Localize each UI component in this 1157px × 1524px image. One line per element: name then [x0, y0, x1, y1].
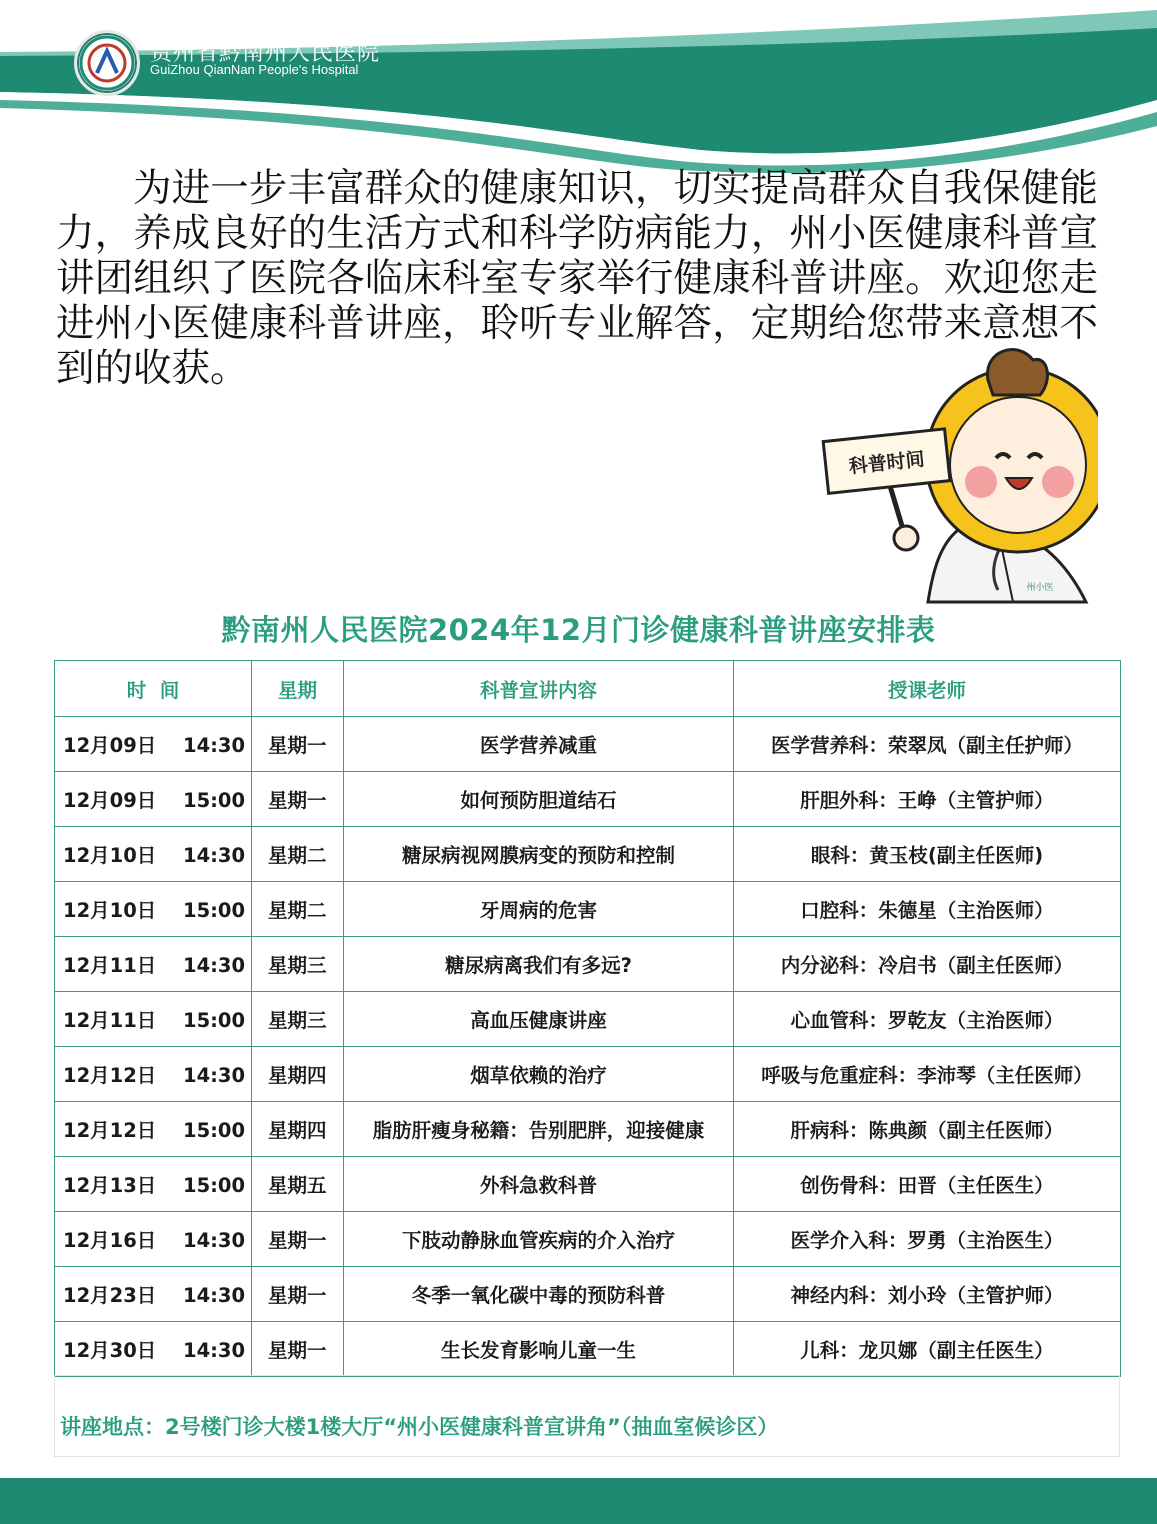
cell-date: 12月09日 [63, 789, 157, 812]
cell-datetime [55, 827, 252, 882]
cell-topic: 烟草依赖的治疗 [344, 1047, 734, 1102]
cell-weekday: 星期二 [252, 827, 344, 882]
cell-teacher: 神经内科：刘小玲（主管护师） [734, 1267, 1121, 1322]
cell-teacher: 医学营养科：荣翠凤（副主任护师） [734, 717, 1121, 772]
cell-time: 14:30 [183, 1339, 246, 1362]
cell-topic: 牙周病的危害 [344, 882, 734, 937]
hospital-name: 贵州省黔南州人民医院 [150, 41, 381, 66]
cell-date: 12月10日 [63, 844, 157, 867]
cell-topic: 糖尿病离我们有多远? [344, 937, 734, 992]
cell-date: 12月12日 [63, 1119, 157, 1142]
cell-topic: 生长发育影响儿童一生 [344, 1322, 734, 1377]
cell-teacher: 肝病科：陈典颜（副主任医师） [734, 1102, 1121, 1157]
cell-time: 14:30 [183, 954, 246, 977]
cell-datetime [55, 1102, 252, 1157]
cell-datetime [55, 1267, 252, 1322]
table-row [55, 937, 1121, 992]
cell-teacher: 肝胆外科：王峥（主管护师） [734, 772, 1121, 827]
header-time: 时 间 [55, 661, 252, 717]
cell-weekday: 星期三 [252, 937, 344, 992]
cell-datetime [55, 1212, 252, 1267]
hospital-logo [74, 30, 140, 96]
table-row [55, 717, 1121, 772]
table-row [55, 1322, 1121, 1377]
mascot-illustration [818, 340, 1098, 605]
cell-date: 12月10日 [63, 899, 157, 922]
cell-datetime [55, 772, 252, 827]
cell-teacher: 医学介入科：罗勇（主治医生） [734, 1212, 1121, 1267]
cell-datetime [55, 992, 252, 1047]
cell-weekday: 星期四 [252, 1102, 344, 1157]
header-topic: 科普宣讲内容 [344, 661, 734, 717]
cell-weekday: 星期一 [252, 1322, 344, 1377]
cell-datetime [55, 717, 252, 772]
cell-datetime [55, 882, 252, 937]
cell-weekday: 星期一 [252, 1267, 344, 1322]
table-row [55, 992, 1121, 1047]
cell-teacher: 内分泌科：冷启书（副主任医师） [734, 937, 1121, 992]
cell-time: 14:30 [183, 734, 246, 757]
table-row [55, 1047, 1121, 1102]
cell-date: 12月12日 [63, 1064, 157, 1087]
cell-weekday: 星期一 [252, 1212, 344, 1267]
lecture-schedule-table [54, 660, 1121, 1377]
hospital-name-en: GuiZhou QianNan People's Hospital [150, 62, 359, 77]
table-header-row [55, 661, 1121, 717]
cell-teacher: 创伤骨科：田晋（主任医生） [734, 1157, 1121, 1212]
cell-topic: 外科急救科普 [344, 1157, 734, 1212]
table-body [55, 717, 1121, 1377]
table-row [55, 827, 1121, 882]
cell-time: 15:00 [183, 899, 246, 922]
cell-teacher: 眼科：黄玉枝(副主任医师) [734, 827, 1121, 882]
table-row [55, 1102, 1121, 1157]
header-teacher: 授课老师 [734, 661, 1121, 717]
mascot-sign-text: 科普时间 [847, 448, 926, 479]
cell-time: 14:30 [183, 1284, 246, 1307]
cell-weekday: 星期三 [252, 992, 344, 1047]
lecture-location: 讲座地点：2号楼门诊大楼1楼大厅“州小医健康科普宣讲角”（抽血室候诊区） [60, 1415, 779, 1439]
cell-time: 15:00 [183, 1009, 246, 1032]
cell-topic: 脂肪肝瘦身秘籍：告别肥胖，迎接健康 [344, 1102, 734, 1157]
table-row [55, 772, 1121, 827]
table-row [55, 1267, 1121, 1322]
cell-teacher: 口腔科：朱德星（主治医师） [734, 882, 1121, 937]
cell-topic: 糖尿病视网膜病变的预防和控制 [344, 827, 734, 882]
cell-date: 12月23日 [63, 1284, 157, 1307]
cell-datetime [55, 1322, 252, 1377]
table-title: 黔南州人民医院2024年12月门诊健康科普讲座安排表 [221, 613, 936, 647]
cell-teacher: 儿科：龙贝娜（副主任医生） [734, 1322, 1121, 1377]
cell-weekday: 星期五 [252, 1157, 344, 1212]
intro-paragraph: 为进一步丰富群众的健康知识，切实提高群众自我保健能力，养成良好的生活方式和科学防病能力，州小医健康科普宣讲团组织了医院各临床科室专家举行健康科普讲座。欢迎您走进州小医健康科普讲座，聆听专业解答，定期给您带来意想不到的收获。 [56, 166, 1098, 391]
bottom-bar [0, 1478, 1157, 1524]
cell-teacher: 呼吸与危重症科：李沛琴（主任医师） [734, 1047, 1121, 1102]
table-row [55, 882, 1121, 937]
cell-time: 15:00 [183, 1174, 246, 1197]
cell-teacher: 心血管科：罗乾友（主治医师） [734, 992, 1121, 1047]
cell-date: 12月30日 [63, 1339, 157, 1362]
cell-time: 15:00 [183, 1119, 246, 1142]
cell-weekday: 星期二 [252, 882, 344, 937]
cell-topic: 高血压健康讲座 [344, 992, 734, 1047]
cell-date: 12月11日 [63, 1009, 157, 1032]
cell-topic: 冬季一氧化碳中毒的预防科普 [344, 1267, 734, 1322]
cell-time: 14:30 [183, 844, 246, 867]
mascot-badge-text: 州小医 [1026, 583, 1054, 593]
table-row [55, 1157, 1121, 1212]
cell-date: 12月09日 [63, 734, 157, 757]
cell-date: 12月16日 [63, 1229, 157, 1252]
cell-time: 14:30 [183, 1064, 246, 1087]
cell-date: 12月13日 [63, 1174, 157, 1197]
cell-weekday: 星期一 [252, 717, 344, 772]
cell-weekday: 星期一 [252, 772, 344, 827]
cell-date: 12月11日 [63, 954, 157, 977]
cell-time: 15:00 [183, 789, 246, 812]
cell-datetime [55, 937, 252, 992]
page-header [0, 0, 1157, 175]
header-weekday: 星期 [252, 661, 344, 717]
cell-topic: 如何预防胆道结石 [344, 772, 734, 827]
table-row [55, 1212, 1121, 1267]
cell-weekday: 星期四 [252, 1047, 344, 1102]
cell-datetime [55, 1157, 252, 1212]
header-wave-decoration [0, 0, 1157, 175]
cell-topic: 下肢动静脉血管疾病的介入治疗 [344, 1212, 734, 1267]
cell-datetime [55, 1047, 252, 1102]
cell-topic: 医学营养减重 [344, 717, 734, 772]
cell-time: 14:30 [183, 1229, 246, 1252]
